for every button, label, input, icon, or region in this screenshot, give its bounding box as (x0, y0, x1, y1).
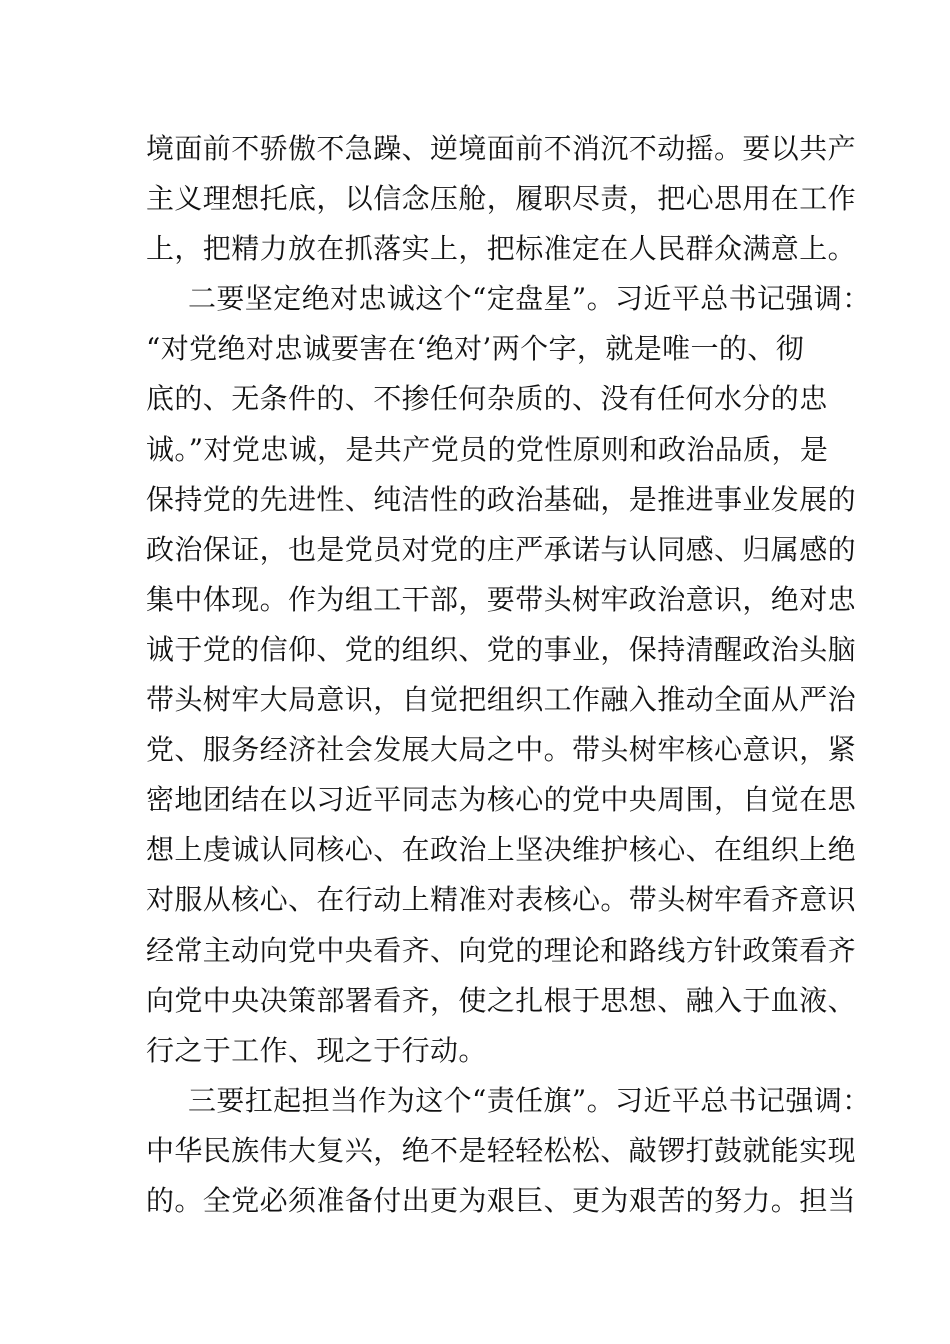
text-line: 向党中央决策部署看齐，使之扎根于思想、融入于血液、 (146, 983, 857, 1017)
paragraph-start-line: 二要坚定绝对忠诚这个“定盘星”。习近平总书记强调： (188, 282, 871, 316)
text-line: 对服从核心、在行动上精准对表核心。带头树牢看齐意识 (146, 883, 857, 917)
text-line: 境面前不骄傲不急躁、逆境面前不消沉不动摇。要以共产 (146, 132, 857, 165)
text-line: 诚于党的信仰、党的组织、党的事业，保持清醒政治头脑 (146, 632, 857, 666)
body-text (146, 124, 871, 1226)
text-line: 上，把精力放在抓落实上，把标准定在人民群众满意上。 (146, 232, 857, 266)
text-line: 的。全党必须准备付出更为艰巨、更为艰苦的努力。担当 (146, 1183, 857, 1217)
text-line: 想上虔诚认同核心、在政治上坚决维护核心、在组织上绝 (146, 833, 857, 867)
text-line: 经常主动向党中央看齐、向党的理论和路线方针政策看齐 (146, 933, 857, 967)
text-line: 带头树牢大局意识，自觉把组织工作融入推动全面从严治 (146, 683, 857, 717)
text-line: 保持党的先进性、纯洁性的政治基础，是推进事业发展的 (146, 482, 857, 516)
text-line: “对党绝对忠诚要害在‘绝对’两个字，就是唯一的、彻 (146, 332, 805, 366)
text-line: 诚。”对党忠诚，是共产党员的党性原则和政治品质，是 (146, 432, 829, 466)
text-line: 政治保证，也是党员对党的庄严承诺与认同感、归属感的 (146, 532, 857, 566)
text-line: 行之于工作、现之于行动。 (146, 1033, 487, 1067)
text-line: 中华民族伟大复兴，绝不是轻轻松松、敲锣打鼓就能实现 (146, 1133, 857, 1167)
text-line: 底的、无条件的、不掺任何杂质的、没有任何水分的忠 (146, 382, 828, 416)
paragraph-start-line: 三要扛起担当作为这个“责任旗”。习近平总书记强调： (188, 1083, 871, 1117)
text-line: 集中体现。作为组工干部，要带头树牢政治意识，绝对忠 (146, 582, 857, 616)
text-line: 党、服务经济社会发展大局之中。带头树牢核心意识，紧 (146, 733, 857, 767)
text-line: 主义理想托底，以信念压舱，履职尽责，把心思用在工作 (146, 182, 857, 216)
text-line: 密地团结在以习近平同志为核心的党中央周围，自觉在思 (146, 783, 857, 817)
